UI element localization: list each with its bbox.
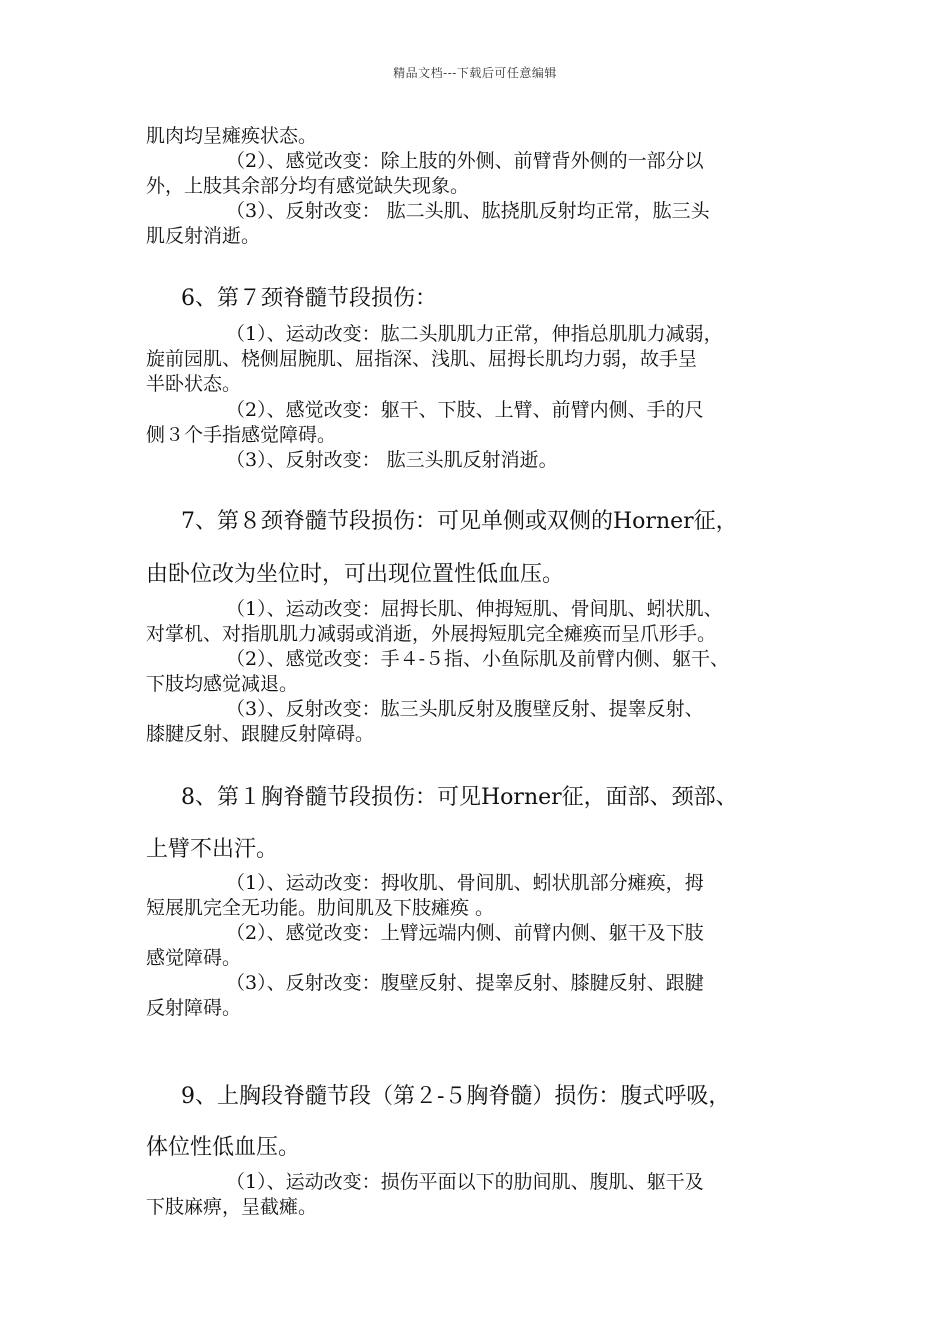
section-heading-cont: 由卧位改为坐位时，可出现位置性低血压。	[146, 562, 565, 587]
text-line: 侧３个手指感觉障碍。	[146, 424, 337, 446]
text-line: 旋前园肌、桡侧屈腕肌、屈指深、浅肌、屈拇长肌均力弱，故手呈	[146, 348, 698, 370]
section-heading: 6、第７颈脊髓节段损伤：	[181, 286, 437, 311]
text-line: 肌肉均呈瘫痪状态。	[146, 125, 318, 147]
text-line: （1）、运动改变：肱二头肌肌力正常，伸指总肌肌力减弱，	[226, 323, 723, 345]
section-heading-cont: 上臂不出汗。	[146, 837, 279, 862]
text-line: 膝腱反射、跟腱反射障碍。	[146, 723, 375, 745]
text-line: 下肢均感觉减退。	[146, 673, 299, 695]
text-line: （1）、运动改变：拇收肌、骨间肌、蚓状肌部分瘫痪，拇	[226, 872, 704, 894]
text-line: （2）、感觉改变：除上肢的外侧、前臂背外侧的一部分以	[226, 150, 704, 172]
text-line: 外，上肢其余部分均有感觉缺失现象。	[146, 175, 470, 197]
text-line: （2）、感觉改变：手４-５指、小鱼际肌及前臂内侧、躯干、	[226, 648, 730, 670]
text-line: （3）、反射改变： 肱二头肌、肱挠肌反射均正常，肱三头	[226, 200, 710, 222]
text-line: 短展肌完全无功能。肋间肌及下肢瘫痪 。	[146, 897, 495, 919]
text-line: （2）、感觉改变：躯干、下肢、上臂、前臂内侧、手的尺	[226, 399, 704, 421]
text-line: （2）、感觉改变：上臂远端内侧、前臂内侧、躯干及下肢	[226, 922, 704, 944]
text-line: 半卧状态。	[146, 373, 242, 395]
section-heading: 9、上胸段脊髓节段（第２-５胸脊髓）损伤：腹式呼吸，	[181, 1084, 731, 1109]
text-line: 肌反射消逝。	[146, 225, 261, 247]
text-line: 下肢麻痹，呈截瘫。	[146, 1196, 318, 1218]
section-heading-cont: 体位性低血压。	[146, 1135, 301, 1160]
section-heading: 7、第８颈脊髓节段损伤：可见单侧或双侧的Horner征，	[181, 509, 738, 534]
page-header: 精品文档---下载后可任意编辑	[393, 66, 557, 80]
text-line: 对掌机、对指肌肌力减弱或消逝，外展拇短肌完全瘫痪而呈爪形手。	[146, 623, 717, 645]
text-line: 感觉障碍。	[146, 947, 242, 969]
section-heading: 8、第１胸脊髓节段损伤：可见Horner征，面部、颈部、	[181, 785, 738, 810]
text-line: （3）、反射改变： 肱三头肌反射消逝。	[226, 449, 558, 471]
text-line: （3）、反射改变：肱三头肌反射及腹壁反射、提睾反射、	[226, 698, 704, 720]
text-line: （3）、反射改变：腹壁反射、提睾反射、膝腱反射、跟腱	[226, 972, 704, 994]
text-line: 反射障碍。	[146, 997, 242, 1019]
text-line: （1）、运动改变：屈拇长肌、伸拇短肌、骨间肌、蚓状肌、	[226, 598, 723, 620]
text-line: （1）、运动改变：损伤平面以下的肋间肌、腹肌、躯干及	[226, 1171, 704, 1193]
